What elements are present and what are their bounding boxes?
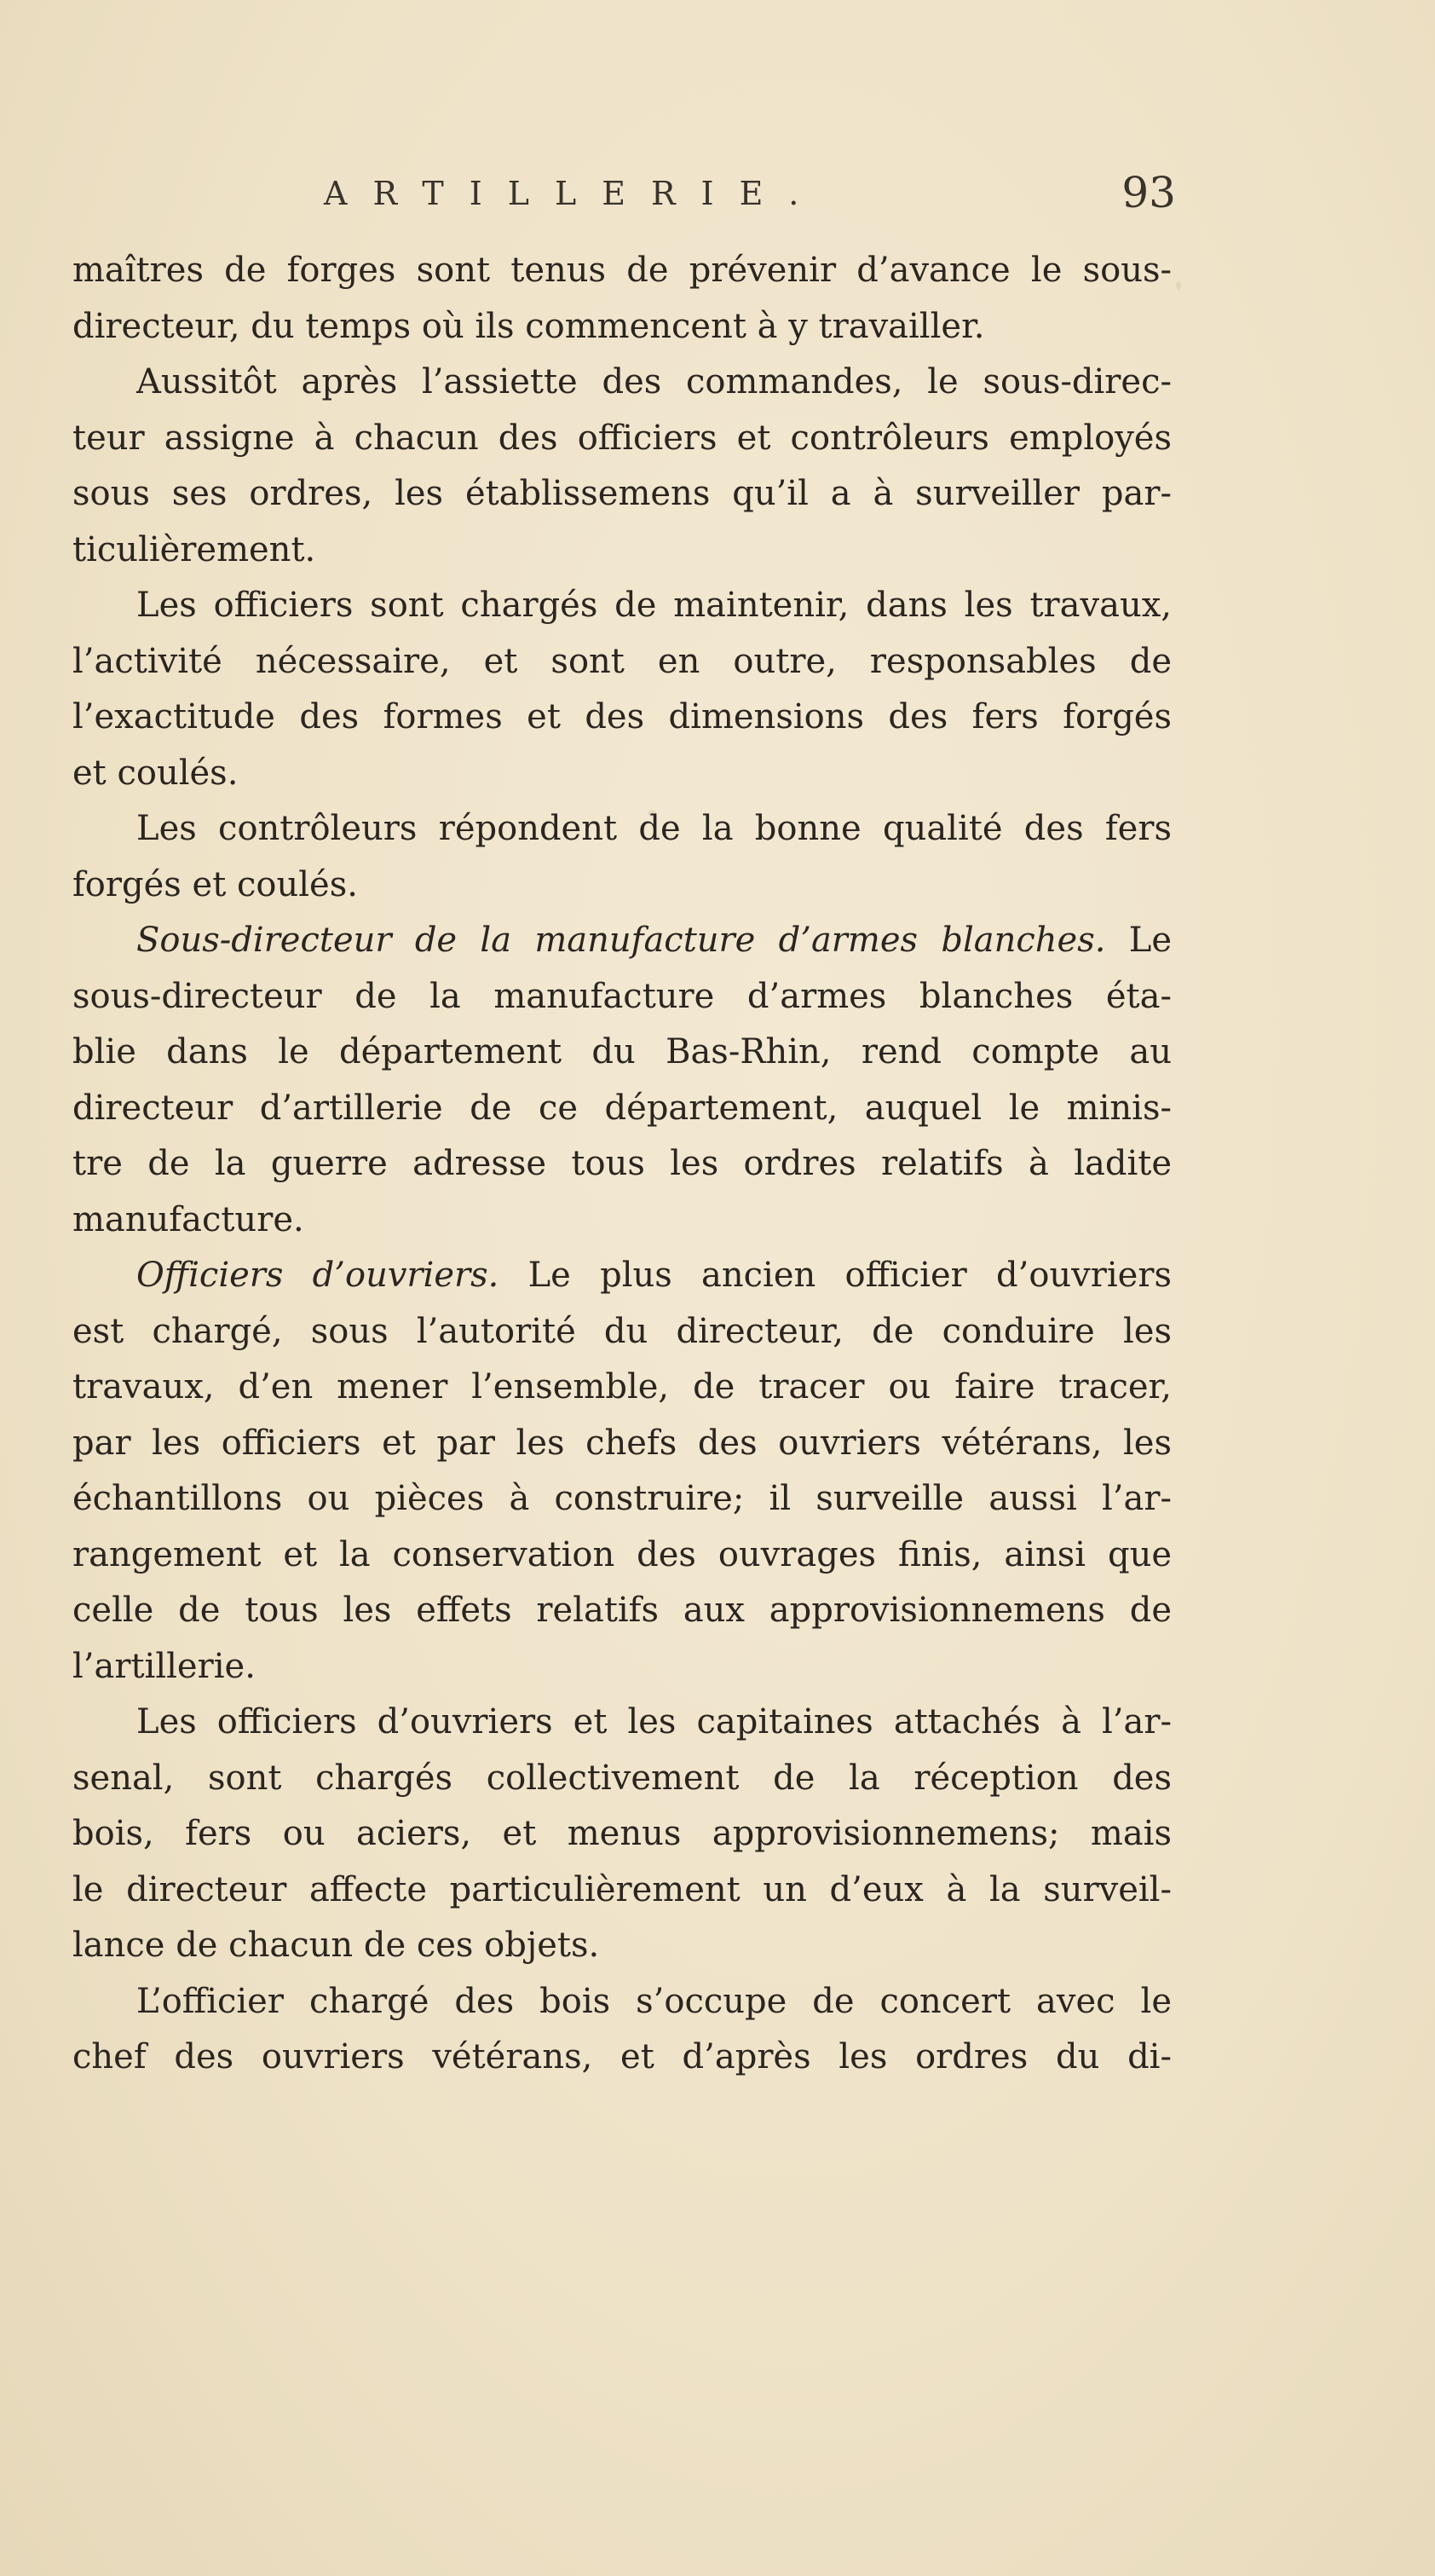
text-line [72, 1136, 1172, 1193]
line-text: sous-directeur de la manufacture d’armes blanches éta- [72, 976, 1172, 1016]
text-line [72, 746, 1172, 802]
line-text: maîtres de forges sont tenus de prévenir d’avance le sous- [72, 251, 1172, 290]
text-line [72, 913, 1172, 969]
text-line [72, 1974, 1172, 2030]
text-line [72, 1471, 1172, 1528]
line-text: sous ses ordres, les établissemens qu’il a à surveiller par- [72, 474, 1172, 513]
line-text: bois, fers ou aciers, et menus approvisionnemens; mais [72, 1814, 1172, 1853]
text-line [72, 243, 1172, 299]
text-line [72, 1863, 1172, 1919]
line-text: Le plus ancien officier d’ouvriers [499, 1256, 1172, 1295]
page-header [324, 168, 1176, 226]
text-line [72, 299, 1172, 355]
text-line [72, 355, 1172, 411]
text-line [72, 690, 1172, 746]
text-line [72, 1193, 1172, 1249]
line-text: senal, sont chargés collectivement de la réception des [72, 1758, 1172, 1798]
line-text: l’artillerie. [72, 1646, 256, 1686]
line-text: Les officiers d’ouvriers et les capitaines attachés à l’ar- [136, 1702, 1172, 1741]
line-text: teur assigne à chacun des officiers et contrôleurs employés [72, 418, 1172, 458]
text-line [72, 466, 1172, 523]
text-line [72, 2030, 1172, 2086]
page-number: 93 [1121, 168, 1176, 217]
text-line [72, 1583, 1172, 1639]
line-text: le directeur affecte particulièrement un d’eux à la surveil- [72, 1869, 1172, 1909]
line-text: directeur, du temps où ils commencent à y travailler. [72, 306, 985, 346]
text-line [72, 801, 1172, 858]
line-text: tre de la guerre adresse tous les ordres relatifs à ladite [72, 1144, 1172, 1183]
line-text: ticulièrement. [72, 529, 316, 569]
line-text: forgés et coulés. [72, 864, 358, 904]
line-text: travaux, d’en mener l’ensemble, de tracer ou faire tracer, [72, 1367, 1172, 1406]
line-text: lance de chacun de ces objets. [72, 1926, 600, 1965]
text-line [72, 1081, 1172, 1137]
text-line [72, 523, 1172, 579]
text-line [72, 1806, 1172, 1863]
paper-speck [1176, 281, 1181, 290]
line-text: L’officier chargé des bois s’occupe de concert avec le [136, 1981, 1172, 2021]
line-text: l’activité nécessaire, et sont en outre, responsables de [72, 641, 1172, 681]
line-text: manufacture. [72, 1199, 304, 1239]
line-text: et coulés. [72, 753, 239, 793]
line-text: Aussitôt après l’assiette des commandes, le sous-direc- [136, 362, 1172, 401]
text-line [72, 1528, 1172, 1584]
text-line [72, 1695, 1172, 1751]
line-text: échantillons ou pièces à construire; il surveille aussi l’ar- [72, 1479, 1172, 1518]
line-text: l’exactitude des formes et des dimensions des fers forgés [72, 697, 1172, 736]
text-line [72, 1304, 1172, 1360]
line-text: Le [1105, 921, 1172, 960]
section-heading: Officiers d’ouvriers. [136, 1256, 499, 1295]
line-text: rangement et la conservation des ouvrages finis, ainsi que [72, 1534, 1172, 1574]
line-text: blie dans le département du Bas-Rhin, rend compte au [72, 1032, 1172, 1071]
text-line [72, 1751, 1172, 1807]
running-title: ARTILLERIE. [324, 175, 825, 212]
text-line [72, 1248, 1172, 1304]
text-line [72, 1918, 1172, 1974]
text-line [72, 1025, 1172, 1081]
line-text: celle de tous les effets relatifs aux approvisionnemens de [72, 1591, 1172, 1630]
text-line [72, 969, 1172, 1025]
text-line [72, 578, 1172, 634]
text-line [72, 858, 1172, 914]
body-text [72, 243, 1172, 2086]
line-text: chef des ouvriers vétérans, et d’après les ordres du di- [72, 2037, 1172, 2076]
text-line [72, 1416, 1172, 1472]
line-text: est chargé, sous l’autorité du directeur, de conduire les [72, 1311, 1172, 1351]
text-line [72, 1639, 1172, 1695]
line-text: directeur d’artillerie de ce département, auquel le minis- [72, 1088, 1172, 1128]
line-text: par les officiers et par les chefs des ouvriers vétérans, les [72, 1423, 1172, 1463]
text-line [72, 634, 1172, 690]
line-text: Les officiers sont chargés de maintenir, dans les travaux, [136, 586, 1172, 625]
text-line [72, 411, 1172, 467]
line-text: Les contrôleurs répondent de la bonne qualité des fers [136, 809, 1172, 848]
text-line [72, 1360, 1172, 1416]
section-heading: Sous-directeur de la manufacture d’armes blanches. [136, 921, 1106, 960]
